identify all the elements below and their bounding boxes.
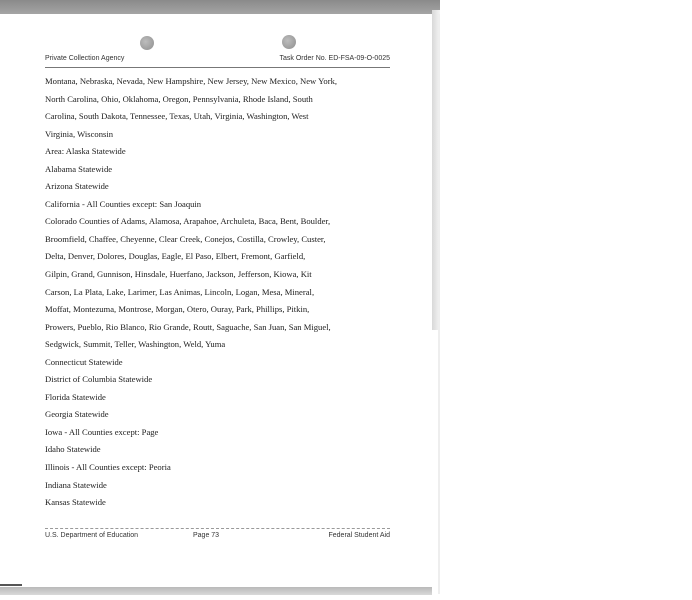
- body-line: Sedgwick, Summit, Teller, Washington, Weld, Yuma: [45, 339, 226, 350]
- punch-hole-left: [140, 36, 154, 50]
- body-line: Virginia, Wisconsin: [45, 128, 114, 139]
- body-line: Carolina, South Dakota, Tennessee, Texas, Utah, Virginia, Washington, West: [45, 111, 309, 122]
- body-line: Broomfield, Chaffee, Cheyenne, Clear Creek, Conejos, Costilla, Crowley, Custer,: [45, 233, 326, 244]
- body-line: Illinois - All Counties except: Peoria: [45, 462, 171, 473]
- body-line: Iowa - All Counties except: Page: [45, 426, 159, 437]
- body-line: Montana, Nebraska, Nevada, New Hampshire, New Jersey, New Mexico, New York,: [45, 76, 338, 86]
- body-line: Kansas Statewide: [45, 497, 106, 508]
- body-line: Gilpin, Grand, Gunnison, Hinsdale, Huerfano, Jackson, Jefferson, Kiowa, Kit: [45, 269, 312, 280]
- scan-page-edge: [438, 14, 440, 594]
- body-line: California - All Counties except: San Joaquin: [45, 198, 202, 209]
- body-line: Arizona Statewide: [45, 181, 109, 192]
- footer-office: Federal Student Aid: [328, 532, 390, 539]
- body-line: District of Columbia Statewide: [45, 374, 153, 385]
- header-agency: Private Collection Agency: [45, 55, 125, 62]
- body-line: Idaho Statewide: [45, 444, 101, 455]
- page-footer: [45, 532, 390, 544]
- body-line: Indiana Statewide: [45, 479, 107, 490]
- body-line: Area: Alaska Statewide: [45, 146, 126, 157]
- footer-department: U.S. Department of Education: [45, 532, 138, 539]
- body-line: Delta, Denver, Dolores, Douglas, Eagle, El Paso, Elbert, Fremont, Garfield,: [45, 251, 306, 262]
- footer-divider: [45, 528, 390, 529]
- header-task-order: Task Order No. ED-FSA-09-O-0025: [279, 55, 390, 62]
- body-line: Georgia Statewide: [45, 409, 109, 420]
- body-line: North Carolina, Ohio, Oklahoma, Oregon, Pennsylvania, Rhode Island, South: [45, 93, 313, 104]
- body-line: Prowers, Pueblo, Rio Blanco, Rio Grande, Routt, Saguache, San Juan, San Miguel,: [45, 321, 331, 332]
- body-line: Colorado Counties of Adams, Alamosa, Arapahoe, Archuleta, Baca, Bent, Boulder,: [45, 216, 331, 227]
- body-line: Alabama Statewide: [45, 163, 113, 174]
- scan-bottom-mark: [0, 584, 22, 586]
- punch-hole-right: [282, 35, 296, 49]
- body-line: Moffat, Montezuma, Montrose, Morgan, Otero, Ouray, Park, Phillips, Pitkin,: [45, 304, 310, 315]
- body-line: Florida Statewide: [45, 391, 106, 402]
- body-line: Connecticut Statewide: [45, 356, 123, 367]
- footer-page-number: Page 73: [193, 532, 220, 539]
- page-header: [45, 55, 390, 67]
- scan-bottom-band: [0, 587, 432, 595]
- document-body: [45, 73, 395, 512]
- header-divider: [45, 67, 390, 68]
- body-line: Carson, La Plata, Lake, Larimer, Las Animas, Lincoln, Logan, Mesa, Mineral,: [45, 286, 315, 297]
- scan-top-band: [0, 0, 440, 14]
